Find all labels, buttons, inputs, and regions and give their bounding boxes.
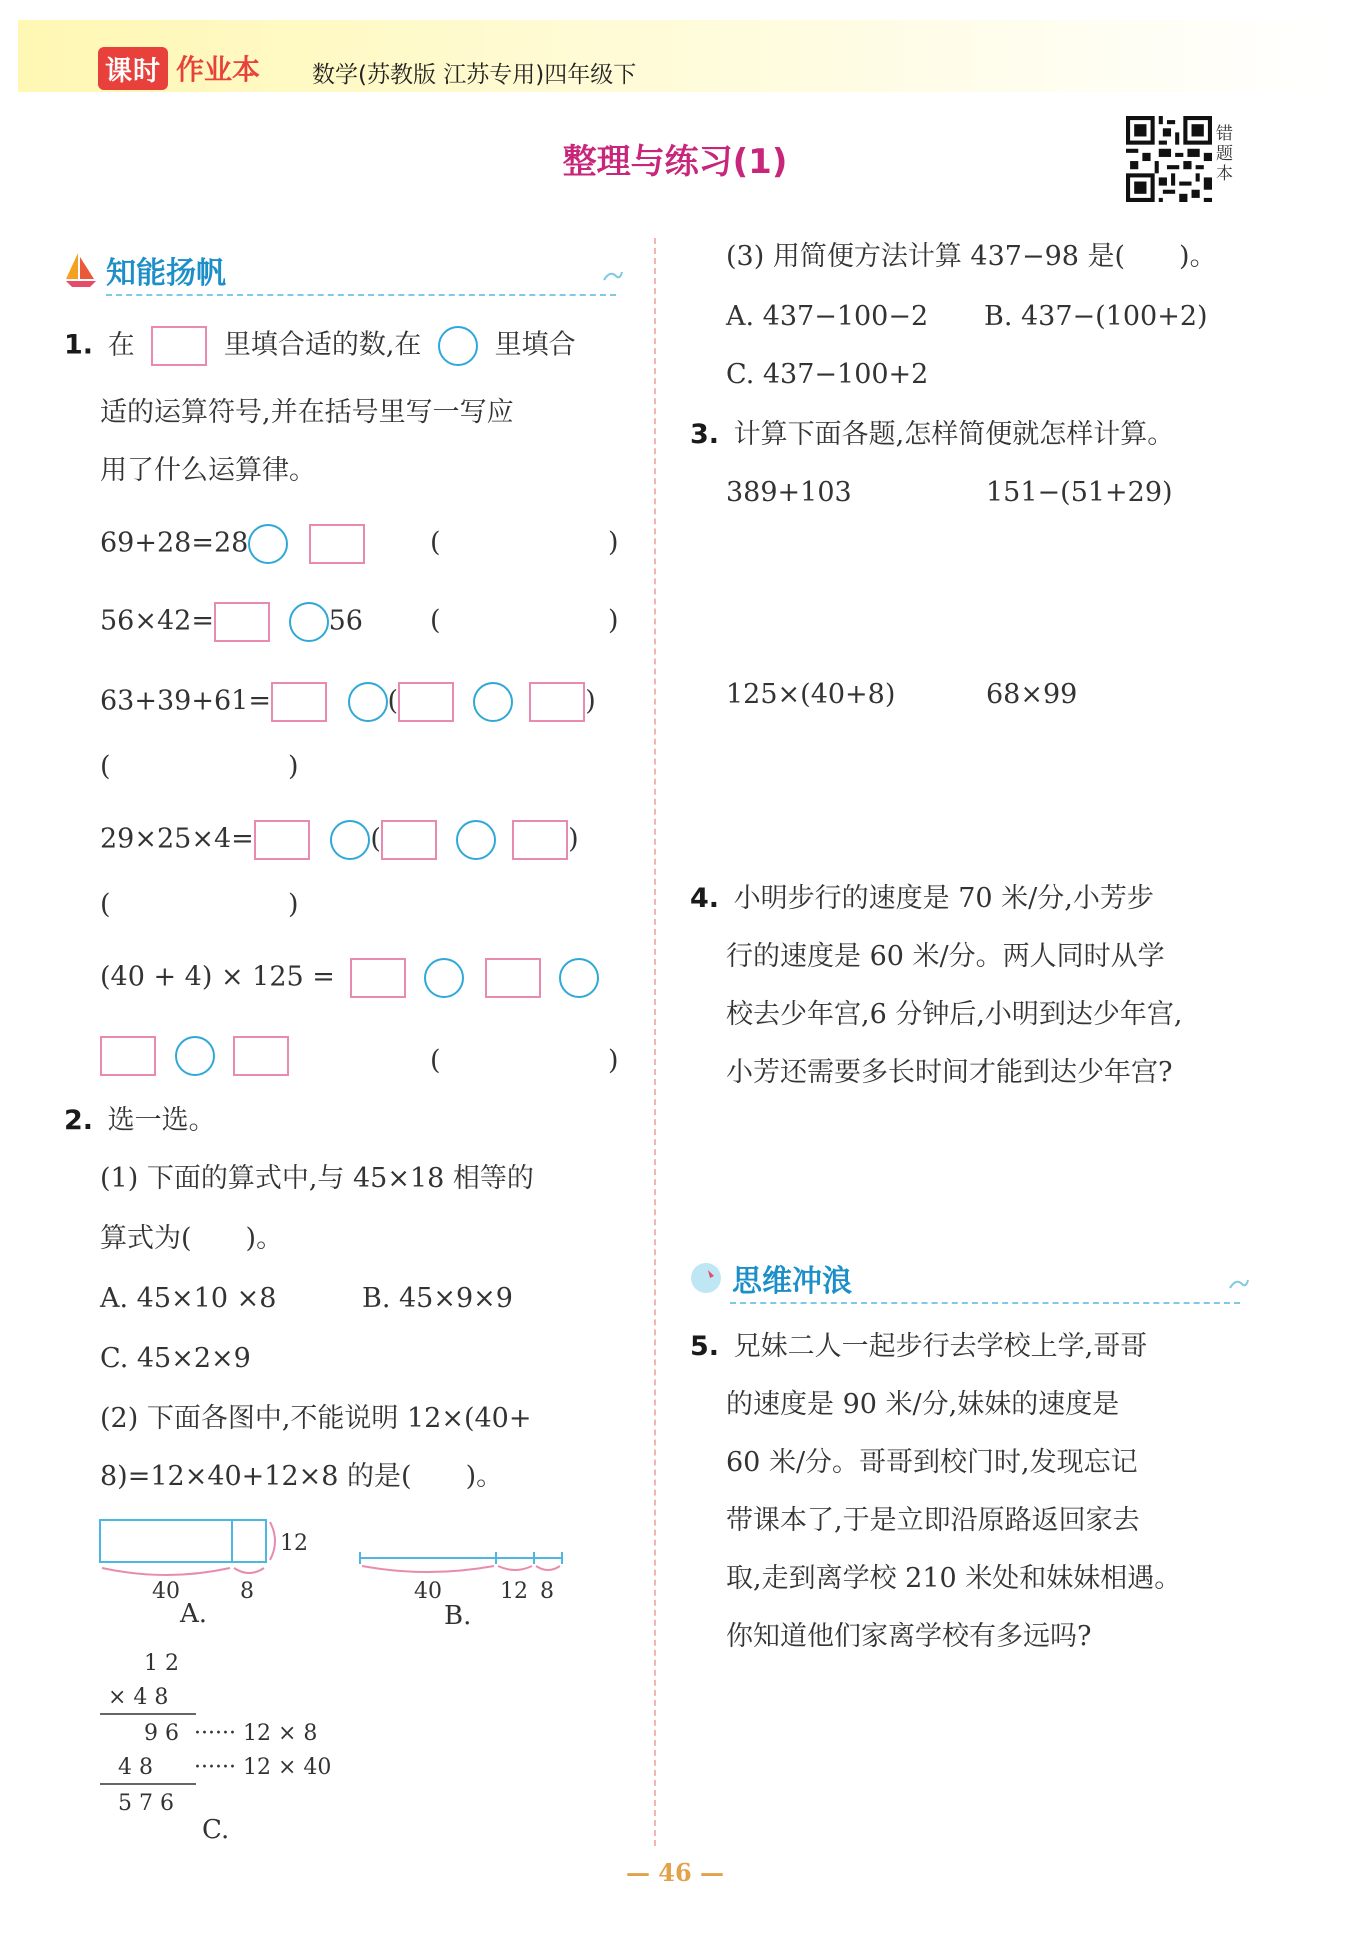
law-paren-close: ) (288, 889, 299, 920)
equation-text: 69+28=28 (100, 527, 249, 559)
answer-box[interactable] (233, 1036, 289, 1076)
answer-box[interactable] (254, 820, 310, 860)
q5-text: 你知道他们家离学校有多远吗? (726, 1621, 1092, 1652)
q2-p2-text: 8)=12×40+12×8 的是( )。 (100, 1461, 504, 1492)
column-divider (654, 238, 656, 1846)
answer-box[interactable] (529, 682, 585, 722)
equation-text: 56×42= (100, 605, 214, 637)
q4-text: 小芳还需要多长时间才能到达少年宫? (726, 1057, 1173, 1088)
answer-box[interactable] (271, 682, 327, 722)
law-paren-close: ) (608, 605, 619, 636)
wave-icon (1228, 1276, 1250, 1290)
option-c[interactable]: C. 437−100+2 (726, 359, 929, 390)
brand-logo (98, 48, 260, 88)
q2-p2-text: (2) 下面各图中,不能说明 12×(40+ (100, 1403, 532, 1434)
calc-total: 5 7 6 (118, 1791, 174, 1816)
paren: ) (585, 685, 596, 717)
q1-eq5-cont (100, 1036, 289, 1076)
answer-box[interactable] (398, 682, 454, 722)
qr-label-char: 错 (1216, 124, 1233, 144)
answer-circle[interactable] (175, 1036, 215, 1076)
q1-eq1 (100, 524, 365, 564)
section-title: 思维冲浪 (732, 1264, 852, 1299)
answer-circle[interactable] (559, 958, 599, 998)
q1-eq4 (100, 820, 579, 860)
section-head-zhineng (64, 248, 624, 292)
law-paren-close: ) (288, 751, 299, 782)
brace-8 (234, 1568, 264, 1573)
law-paren-close: ) (608, 527, 619, 558)
law-paren-close: ) (608, 1045, 619, 1076)
label-right: 8 (540, 1579, 554, 1604)
sailboat-icon (64, 251, 98, 289)
q2-p1-text: 算式为( )。 (100, 1223, 284, 1254)
figure-c (96, 1644, 376, 1840)
calc-expression: 389+103 (726, 477, 852, 508)
q2-number: 2. (64, 1105, 94, 1136)
equation-text: 63+39+61= (100, 685, 271, 717)
brace-40 (102, 1568, 230, 1575)
brand-name: 作业本 (176, 53, 261, 86)
brand-mark: 课时 (98, 47, 168, 90)
option-a[interactable]: A. 45×10 ×8 (100, 1283, 277, 1314)
page-number: — 46 — (625, 1858, 725, 1887)
q5-text: 取,走到离学校 210 米处和妹妹相遇。 (726, 1563, 1182, 1594)
q5-number: 5. (690, 1331, 720, 1362)
q5-text: 60 米/分。哥哥到校门时,发现忘记 (726, 1447, 1138, 1478)
figure-b (356, 1544, 572, 1626)
q1-number: 1. (64, 329, 94, 361)
q3-number: 3. (690, 419, 720, 450)
answer-circle[interactable] (424, 958, 464, 998)
answer-box[interactable] (309, 524, 365, 564)
answer-circle[interactable] (248, 524, 288, 564)
label-mid: 12 (500, 1579, 528, 1604)
qr-label (1216, 124, 1240, 184)
answer-circle[interactable] (473, 682, 513, 722)
answer-box[interactable] (485, 958, 541, 998)
section-head-siwei (688, 1256, 1248, 1300)
law-paren-open: ( (430, 527, 441, 558)
answer-box[interactable] (214, 602, 270, 642)
q1-text: 适的运算符号,并在括号里写一写应 (100, 397, 514, 428)
calc-expression: 151−(51+29) (986, 477, 1173, 508)
q2-text: 选一选。 (107, 1105, 216, 1136)
law-paren-open: ( (430, 605, 441, 636)
q1-eq5 (100, 958, 599, 998)
qr-label-char: 本 (1216, 164, 1233, 184)
answer-circle[interactable] (438, 326, 478, 366)
q1-intro (64, 326, 576, 366)
q5-text: 带课本了,于是立即沿原路返回家去 (726, 1505, 1140, 1536)
answer-circle[interactable] (348, 682, 388, 722)
answer-box[interactable] (512, 820, 568, 860)
q2-title (64, 1106, 216, 1136)
equation-text: 56 (328, 605, 363, 637)
calc-row1: 9 6 (144, 1721, 179, 1746)
q1-text: 在 (107, 329, 135, 361)
wave-icon (602, 268, 624, 282)
q1-eq2 (100, 602, 363, 642)
q4-number: 4. (690, 883, 720, 914)
brace-40 (362, 1566, 494, 1572)
calc-expression: 125×(40+8) (726, 679, 896, 710)
book-subject: 数学(苏教版 江苏专用)四年级下 (312, 62, 637, 88)
brace-12 (498, 1566, 532, 1570)
option-a[interactable]: A. 437−100−2 (726, 301, 929, 332)
equation-text: (40 + 4) × 125 = (100, 961, 335, 993)
q5-line (690, 1332, 1147, 1362)
figure-a (96, 1514, 316, 1626)
label-side: 12 (280, 1531, 308, 1556)
brace-side (270, 1522, 275, 1560)
law-paren-open: ( (100, 889, 111, 920)
brace-8 (536, 1566, 560, 1570)
option-b[interactable]: B. 45×9×9 (362, 1283, 513, 1314)
label-right: 8 (240, 1579, 254, 1604)
label-left: 40 (152, 1579, 180, 1604)
q1-eq3 (100, 682, 596, 722)
paren: ( (370, 823, 381, 855)
qr-code-icon[interactable] (1126, 116, 1212, 202)
q5-text: 的速度是 90 米/分,妹妹的速度是 (726, 1389, 1120, 1420)
q2-p3-text: (3) 用简便方法计算 437−98 是( )。 (726, 241, 1217, 272)
answer-box[interactable] (151, 326, 207, 366)
answer-circle[interactable] (289, 602, 329, 642)
paren: ) (568, 823, 579, 855)
paren: ( (387, 685, 399, 717)
q4-text: 行的速度是 60 米/分。两人同时从学 (726, 941, 1165, 972)
equation-text: 29×25×4= (100, 823, 254, 855)
figure-label: B. (444, 1601, 472, 1626)
calc-row2-note: ······ 12 × 40 (194, 1755, 332, 1780)
option-c[interactable]: C. 45×2×9 (100, 1343, 251, 1374)
q3-text: 计算下面各题,怎样简便就怎样计算。 (733, 419, 1175, 450)
q4-line (690, 884, 1154, 914)
answer-box[interactable] (100, 1036, 156, 1076)
q1-text: 里填合适的数,在 (223, 329, 422, 361)
answer-box[interactable] (350, 958, 406, 998)
q5-text: 兄妹二人一起步行去学校上学,哥哥 (733, 1331, 1148, 1362)
figure-label: A. (180, 1599, 208, 1626)
page-title: 整理与练习(1) (562, 142, 788, 182)
option-b[interactable]: B. 437−(100+2) (984, 301, 1208, 332)
q4-text: 小明步行的速度是 70 米/分,小芳步 (733, 883, 1154, 914)
calc-mult: × 4 8 (108, 1685, 169, 1710)
answer-box[interactable] (381, 820, 437, 860)
q1-text: 用了什么运算律。 (100, 455, 316, 486)
calc-top: 1 2 (144, 1651, 179, 1676)
q1-text: 里填合 (494, 329, 576, 361)
calc-row2: 4 8 (118, 1755, 153, 1780)
answer-circle[interactable] (330, 820, 370, 860)
label-left: 40 (414, 1579, 442, 1604)
rect-12x8 (232, 1520, 266, 1562)
answer-circle[interactable] (456, 820, 496, 860)
figure-label: C. (202, 1815, 230, 1840)
law-paren-open: ( (430, 1045, 441, 1076)
q3-title (690, 420, 1174, 450)
rocket-moon-icon (688, 1260, 724, 1296)
calc-expression: 68×99 (986, 679, 1078, 710)
calc-row1-note: ······ 12 × 8 (194, 1721, 318, 1746)
law-paren-open: ( (100, 751, 111, 782)
qr-label-char: 题 (1216, 144, 1233, 164)
section-title: 知能扬帆 (106, 256, 226, 291)
q2-p1-text: (1) 下面的算式中,与 45×18 相等的 (100, 1163, 534, 1194)
q4-text: 校去少年宫,6 分钟后,小明到达少年宫, (726, 999, 1183, 1030)
